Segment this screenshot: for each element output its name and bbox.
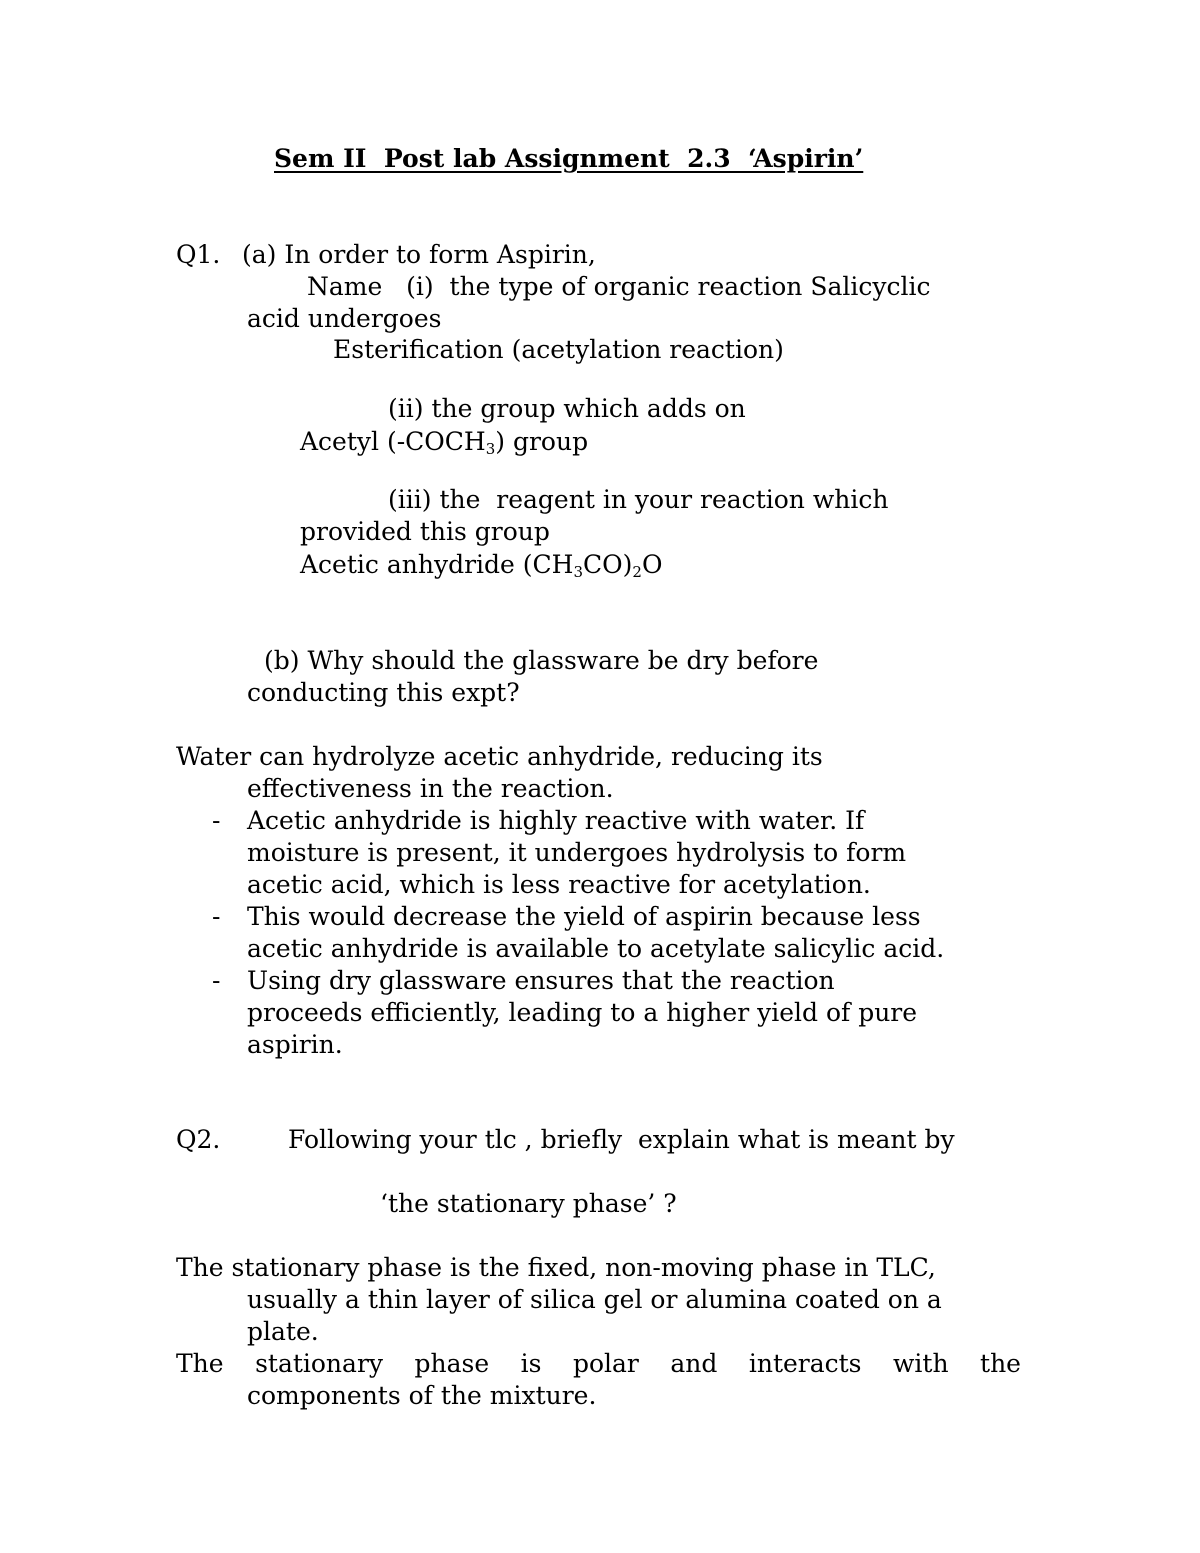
bullet-marker: - <box>212 806 221 835</box>
q1-number: Q1. <box>176 240 221 269</box>
answer-word: The <box>176 1349 224 1378</box>
q1-iii-question-line1: (iii) the reagent in your reaction which <box>388 485 889 514</box>
q1-iii-answer-subscript1: 3 <box>573 563 583 581</box>
q1-b-answer-line2: effectiveness in the reaction. <box>247 774 614 803</box>
q1-b-question-line2: conducting this expt? <box>247 678 520 707</box>
bullet-2-line2: acetic anhydride is available to acetylate salicylic acid. <box>247 934 945 963</box>
q1-ii-answer-subscript: 3 <box>485 440 496 458</box>
q1-a-intro: (a) In order to form Aspirin, <box>242 240 596 269</box>
q1-ii-answer <box>300 426 588 458</box>
q1-i-question-line2: acid undergoes <box>247 304 442 333</box>
bullet-marker: - <box>212 966 221 995</box>
q1-iii-answer <box>300 549 662 581</box>
bullet-1-line2: moisture is present, it undergoes hydrolysis to form <box>247 838 907 867</box>
q2-answer1-line3: plate. <box>247 1317 319 1346</box>
q2-answer2-line2: components of the mixture. <box>247 1381 597 1410</box>
q1-iii-answer-suffix: O <box>641 550 663 579</box>
q1-i-question-line1: Name (i) the type of organic reaction Salicyclic <box>307 272 931 301</box>
q1-iii-answer-mid: CO) <box>583 550 633 579</box>
bullet-3-line1: Using dry glassware ensures that the reaction <box>247 966 835 995</box>
answer-word: with <box>893 1349 949 1378</box>
page-title: Sem II Post lab Assignment 2.3 ‘Aspirin’ <box>274 144 864 173</box>
q1-b-question-line1: (b) Why should the glassware be dry before <box>264 646 819 675</box>
answer-word: polar <box>572 1349 639 1378</box>
answer-word: stationary <box>255 1349 384 1378</box>
q1-ii-question: (ii) the group which adds on <box>388 394 746 423</box>
bullet-3-line2: proceeds efficiently, leading to a higher yield of pure <box>247 998 918 1027</box>
bullet-marker: - <box>212 902 221 931</box>
answer-word: is <box>520 1349 542 1378</box>
q1-ii-answer-suffix: ) group <box>495 427 589 456</box>
q1-i-answer: Esterification (acetylation reaction) <box>333 335 784 364</box>
answer-word: phase <box>414 1349 490 1378</box>
answer-word: and <box>670 1349 718 1378</box>
answer-word: interacts <box>748 1349 862 1378</box>
answer-word: the <box>980 1349 1021 1378</box>
q2-question-line2: ‘the stationary phase’ ? <box>380 1189 677 1218</box>
q1-ii-answer-prefix: Acetyl (-COCH <box>300 427 486 456</box>
q1-iii-question-line2: provided this group <box>300 517 550 546</box>
q2-answer1-line2: usually a thin layer of silica gel or alumina coated on a <box>247 1285 942 1314</box>
bullet-2-line1: This would decrease the yield of aspirin because less <box>247 902 921 931</box>
bullet-3-line3: aspirin. <box>247 1030 343 1059</box>
q1-iii-answer-prefix: Acetic anhydride (CH <box>300 550 574 579</box>
q2-answer1-line1: The stationary phase is the fixed, non-moving phase in TLC, <box>176 1253 936 1282</box>
bullet-1-line1: Acetic anhydride is highly reactive with water. If <box>247 806 865 835</box>
q2-number: Q2. <box>176 1125 221 1154</box>
bullet-1-line3: acetic acid, which is less reactive for acetylation. <box>247 870 871 899</box>
q2-question-line1: Following your tlc , briefly explain what is meant by <box>288 1125 955 1154</box>
q1-iii-answer-subscript2: 2 <box>632 563 642 581</box>
q1-b-answer-line1: Water can hydrolyze acetic anhydride, reducing its <box>176 742 823 771</box>
q2-answer2-line1 <box>176 1348 1021 1380</box>
